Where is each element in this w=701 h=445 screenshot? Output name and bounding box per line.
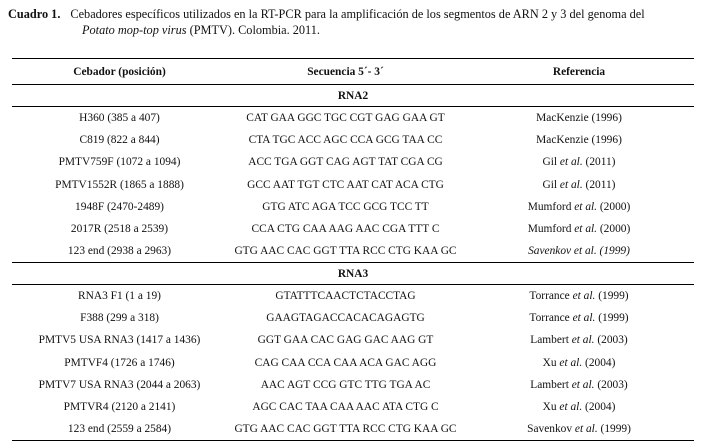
sequence-cell: GTG ATC AGA TCC GCG TCC TT [262,200,429,213]
reference-year: (1996) [588,111,622,124]
caption-text-line2: (PMTV). Colombia. 2011. [186,23,320,37]
reference-cell [464,351,694,373]
sequence-cell: ACC TGA GGT CAG AGT TAT CGA CG [248,156,443,169]
table-row [12,196,694,218]
table-header-row [12,59,694,85]
reference-cell [464,329,694,351]
reference-author: Xu [542,401,560,414]
reference-year: (1999) [595,312,629,325]
primer-cell: 2017R (2518 a 2539) [70,223,169,236]
reference-cell [464,396,694,418]
primer-cell: PMTVR4 (2120 a 2141) [63,401,176,414]
primer-cell: C819 (822 a 844) [79,133,160,146]
reference-year: (1999) [596,245,630,258]
table-row [12,307,694,329]
primer-cell: 1948F (2470-2489) [75,200,164,213]
header-reference: Referencia [464,59,694,85]
table-row [12,129,694,151]
group-label: RNA2 [12,85,694,107]
table-row [12,107,694,129]
reference-etal: et al. [574,200,598,213]
group-row-rna2 [12,85,694,107]
sequence-cell: GCC AAT TGT CTC AAT CAT ACA CTG [247,178,444,191]
reference-year: (1996) [588,133,622,146]
reference-year: (2003) [594,334,628,347]
reference-year: (2004) [582,356,616,369]
reference-cell [464,196,694,218]
table-row [12,329,694,351]
reference-author: Torrance [529,289,573,302]
table-row [12,285,694,307]
reference-etal: et al. [559,178,583,191]
caption-text-line1: Cebadores específicos utilizados en la RT-PCR para la amplificación de los segmentos de ARN 2 y 3 del genoma del [70,7,645,21]
primer-cell: PMTV1552R (1865 a 1888) [55,178,184,191]
reference-cell [464,240,694,262]
reference-author: Mumford [527,200,575,213]
primer-cell: 123 end (2559 a 2584) [12,418,227,440]
reference-cell [464,374,694,396]
reference-cell [464,107,694,129]
reference-year: (2000) [597,223,631,236]
reference-etal: et al. [573,245,597,258]
primer-cell: PMTV5 USA RNA3 (1417 a 1436) [38,334,201,347]
table-row [12,396,694,418]
sequence-cell: GAAGTAGACCACACAGAGTG [266,312,425,325]
primer-cell: PMTVF4 (1726 a 1746) [64,356,175,369]
reference-year: (2000) [597,200,631,213]
sequence-cell: CCA CTG CAA AAG AAC CGA TTT C [251,223,440,236]
table-row [12,240,694,262]
primer-cell: 123 end (2938 a 2963) [67,245,172,258]
table-row [12,218,694,240]
reference-etal: et al. [574,423,598,436]
reference-cell [464,129,694,151]
primer-cell: H360 (385 a 407) [79,111,160,124]
reference-cell [464,218,694,240]
sequence-cell: GTG AAC CAC GGT TTA RCC CTG KAA GC [234,245,457,258]
reference-year: (2011) [582,156,616,169]
group-row-rna3 [12,263,694,285]
table-row [12,151,694,173]
sequence-cell: GTATTTCAACTCTACCTAG [275,289,416,302]
sequence-cell: AGC CAC TAA CAA AAC ATA CTG C [252,401,439,414]
sequence-cell: AAC AGT CCG GTC TTG TGA AC [260,378,431,391]
caption-line2 [8,22,696,38]
reference-year: (2004) [582,401,616,414]
reference-etal: et al. [559,156,583,169]
reference-author: Xu [542,356,560,369]
reference-etal: et al. [559,356,583,369]
reference-year: (1999) [597,423,631,436]
sequence-cell: GGT GAA CAC GAG GAC AAG GT [257,334,434,347]
table-row [12,173,694,195]
reference-author: Gil [542,156,560,169]
sequence-cell: CTA TGC ACC AGC CCA GCG TAA CC [248,133,443,146]
reference-author: Lambert [530,378,572,391]
reference-year: (1999) [595,289,629,302]
reference-etal: et al. [572,312,596,325]
reference-author: Savenkov [527,423,575,436]
caption-virus-name: Potato mop-top virus [82,23,187,37]
primer-cell: F388 (299 a 318) [80,312,159,325]
table-row [12,418,694,440]
primer-cell: PMTV7 USA RNA3 (2044 a 2063) [38,378,201,391]
reference-author: Savenkov [528,245,574,258]
reference-cell [464,173,694,195]
reference-cell [464,418,694,440]
primer-table [12,58,694,441]
reference-author: MacKenzie [536,111,589,124]
reference-cell [464,307,694,329]
sequence-cell: CAG CAA CCA CAA ACA GAC AGG [254,356,437,369]
header-sequence: Secuencia 5´- 3´ [227,59,464,85]
reference-etal: et al. [559,401,583,414]
reference-author: Torrance [529,312,573,325]
reference-cell [464,151,694,173]
sequence-cell: CAT GAA GGC TGC CGT GAG GAA GT [246,111,445,124]
reference-cell [464,285,694,307]
primer-cell: RNA3 F1 (1 a 19) [78,289,161,302]
reference-author: Mumford [527,223,575,236]
header-primer: Cebador (posición) [12,59,227,85]
group-label: RNA3 [12,263,694,285]
sequence-cell: GTG AAC CAC GGT TTA RCC CTG KAA GC [227,418,464,440]
reference-year: (2003) [594,378,628,391]
reference-author: Lambert [530,334,572,347]
table-row [12,351,694,373]
reference-etal: et al. [571,378,595,391]
primer-cell: PMTV759F (1072 a 1094) [58,156,181,169]
reference-author: Gil [542,178,560,191]
reference-year: (2011) [582,178,616,191]
reference-etal: et al. [572,289,596,302]
table-body [12,85,694,441]
reference-author: MacKenzie [536,133,589,146]
table-row [12,374,694,396]
reference-etal: et al. [574,223,598,236]
table-caption [8,6,696,38]
reference-etal: et al. [571,334,595,347]
caption-label: Cuadro 1. [8,7,61,21]
